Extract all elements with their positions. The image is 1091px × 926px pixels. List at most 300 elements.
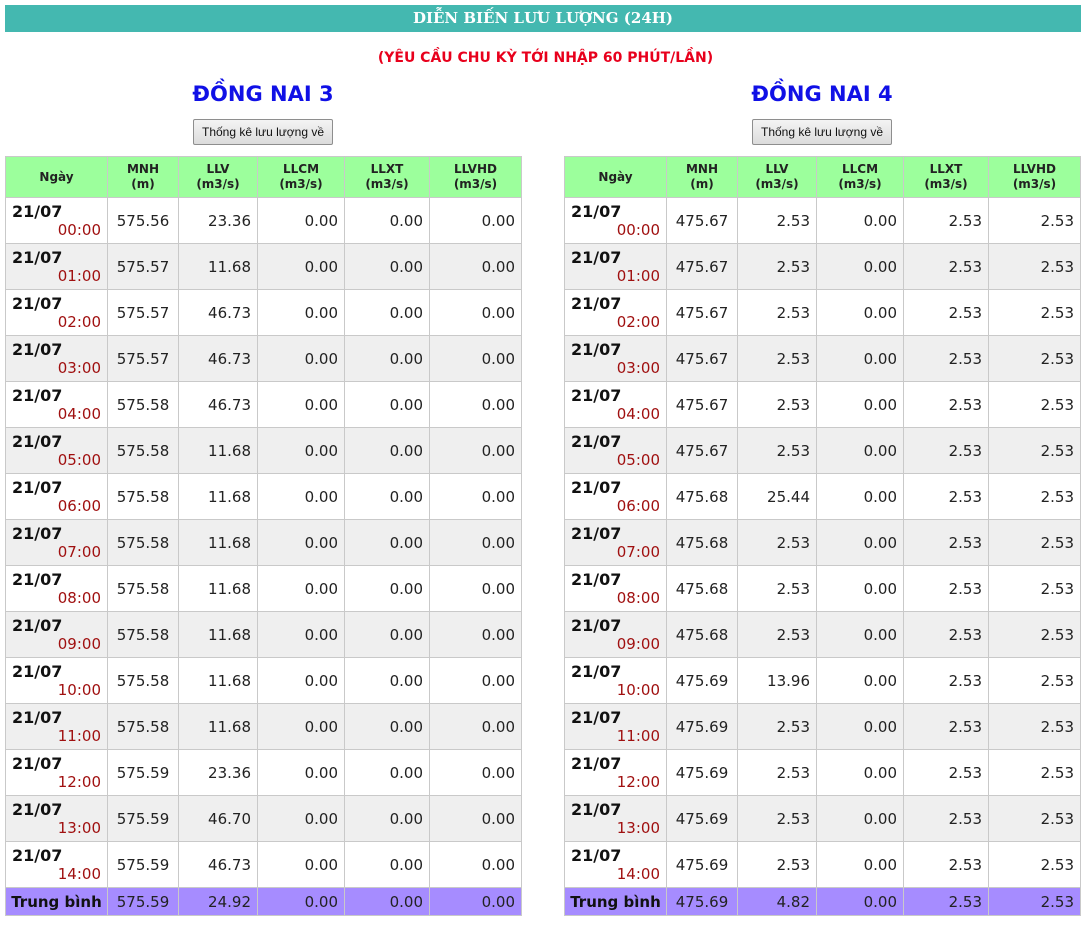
- date-cell: [565, 474, 667, 520]
- cell-llcm: 0.00: [258, 336, 345, 382]
- row-date: 21/07: [571, 570, 622, 589]
- cell-llv: 2.53: [738, 198, 817, 244]
- cell-mnh: 575.58: [108, 520, 179, 566]
- cell-llxt: 0.00: [345, 704, 430, 750]
- cell-llv: 2.53: [738, 842, 817, 888]
- row-date: 21/07: [12, 432, 63, 451]
- table-row: [565, 244, 1081, 290]
- cell-llcm: 0.00: [817, 382, 904, 428]
- date-cell: [565, 704, 667, 750]
- row-date: 21/07: [571, 248, 622, 267]
- page-banner-title: DIỄN BIẾN LƯU LƯỢNG (24H): [5, 5, 1081, 32]
- header-llcm: LLCM (m3/s): [817, 157, 904, 198]
- date-cell: [565, 428, 667, 474]
- cell-llvhd: 2.53: [989, 520, 1081, 566]
- cell-llcm: 0.00: [258, 474, 345, 520]
- date-cell: [565, 612, 667, 658]
- date-cell: [6, 244, 108, 290]
- cell-llv: 2.53: [738, 244, 817, 290]
- row-time: 10:00: [616, 681, 660, 699]
- cell-llcm: 0.00: [817, 612, 904, 658]
- table-row: [565, 566, 1081, 612]
- cell-llvhd: 2.53: [989, 704, 1081, 750]
- row-date: 21/07: [12, 386, 63, 405]
- average-llxt: 2.53: [904, 888, 989, 916]
- cell-llxt: 0.00: [345, 612, 430, 658]
- cell-llv: 2.53: [738, 566, 817, 612]
- header-llxt: LLXT (m3/s): [904, 157, 989, 198]
- table-row: [565, 612, 1081, 658]
- cell-llvhd: 0.00: [430, 750, 522, 796]
- table-row: [6, 290, 522, 336]
- row-date: 21/07: [571, 202, 622, 221]
- cell-mnh: 475.68: [667, 566, 738, 612]
- row-time: 07:00: [616, 543, 660, 561]
- row-date: 21/07: [12, 800, 63, 819]
- row-time: 09:00: [616, 635, 660, 653]
- cell-llcm: 0.00: [817, 428, 904, 474]
- table-row: [6, 842, 522, 888]
- cell-llv: 23.36: [179, 198, 258, 244]
- cell-llv: 46.73: [179, 842, 258, 888]
- date-cell: [6, 198, 108, 244]
- date-cell: [6, 566, 108, 612]
- header-mnh: MNH (m): [667, 157, 738, 198]
- cell-llvhd: 0.00: [430, 336, 522, 382]
- flow-table: [5, 156, 522, 916]
- cell-mnh: 475.67: [667, 336, 738, 382]
- row-time: 04:00: [616, 405, 660, 423]
- date-cell: [565, 842, 667, 888]
- row-time: 13:00: [616, 819, 660, 837]
- cell-mnh: 475.69: [667, 796, 738, 842]
- row-time: 08:00: [57, 589, 101, 607]
- date-cell: [6, 428, 108, 474]
- cell-llvhd: 0.00: [430, 704, 522, 750]
- cell-llcm: 0.00: [817, 750, 904, 796]
- cell-llv: 46.70: [179, 796, 258, 842]
- average-llv: 24.92: [179, 888, 258, 916]
- cell-llv: 2.53: [738, 382, 817, 428]
- row-time: 02:00: [57, 313, 101, 331]
- cell-llvhd: 0.00: [430, 520, 522, 566]
- cell-llv: 13.96: [738, 658, 817, 704]
- table-row: [6, 796, 522, 842]
- cell-mnh: 475.67: [667, 198, 738, 244]
- cell-mnh: 475.69: [667, 704, 738, 750]
- cell-llvhd: 2.53: [989, 474, 1081, 520]
- table-row: [6, 612, 522, 658]
- table-row: [565, 428, 1081, 474]
- cell-llxt: 0.00: [345, 520, 430, 566]
- row-date: 21/07: [571, 386, 622, 405]
- cell-llv: 11.68: [179, 704, 258, 750]
- table-header-row: [565, 157, 1081, 198]
- row-time: 03:00: [57, 359, 101, 377]
- cell-llxt: 0.00: [345, 244, 430, 290]
- cell-llcm: 0.00: [258, 244, 345, 290]
- station-title: ĐỒNG NAI 3: [192, 82, 334, 106]
- cell-llcm: 0.00: [817, 704, 904, 750]
- row-time: 09:00: [57, 635, 101, 653]
- row-date: 21/07: [12, 846, 63, 865]
- average-mnh: 475.69: [667, 888, 738, 916]
- cell-mnh: 575.59: [108, 796, 179, 842]
- cell-llxt: 0.00: [345, 566, 430, 612]
- cell-llvhd: 2.53: [989, 198, 1081, 244]
- cell-llvhd: 2.53: [989, 750, 1081, 796]
- date-cell: [565, 336, 667, 382]
- table-row: [6, 244, 522, 290]
- cell-llxt: 0.00: [345, 474, 430, 520]
- date-cell: [565, 750, 667, 796]
- cell-mnh: 475.68: [667, 520, 738, 566]
- cell-llv: 2.53: [738, 290, 817, 336]
- row-time: 03:00: [616, 359, 660, 377]
- cell-llxt: 0.00: [345, 198, 430, 244]
- cell-llvhd: 0.00: [430, 198, 522, 244]
- cell-llxt: 0.00: [345, 842, 430, 888]
- row-date: 21/07: [571, 340, 622, 359]
- row-time: 01:00: [57, 267, 101, 285]
- cell-mnh: 475.67: [667, 244, 738, 290]
- cell-llvhd: 0.00: [430, 658, 522, 704]
- date-cell: [6, 520, 108, 566]
- cell-llv: 2.53: [738, 796, 817, 842]
- cell-llv: 11.68: [179, 566, 258, 612]
- average-label: Trung bình: [565, 888, 667, 916]
- header-llcm: LLCM (m3/s): [258, 157, 345, 198]
- cell-llxt: 2.53: [904, 290, 989, 336]
- cell-llxt: 0.00: [345, 658, 430, 704]
- row-time: 06:00: [616, 497, 660, 515]
- cell-llvhd: 2.53: [989, 428, 1081, 474]
- date-cell: [565, 290, 667, 336]
- date-cell: [6, 750, 108, 796]
- row-date: 21/07: [12, 616, 63, 635]
- row-date: 21/07: [571, 432, 622, 451]
- row-date: 21/07: [12, 202, 63, 221]
- row-time: 05:00: [57, 451, 101, 469]
- row-time: 01:00: [616, 267, 660, 285]
- cell-mnh: 475.67: [667, 382, 738, 428]
- table-row: [6, 566, 522, 612]
- cell-llcm: 0.00: [258, 658, 345, 704]
- table-row: [565, 658, 1081, 704]
- cell-llvhd: 2.53: [989, 382, 1081, 428]
- cell-llcm: 0.00: [258, 796, 345, 842]
- date-cell: [6, 704, 108, 750]
- row-date: 21/07: [571, 708, 622, 727]
- table-row: [6, 658, 522, 704]
- table-row: [6, 520, 522, 566]
- cell-llv: 46.73: [179, 290, 258, 336]
- cell-llv: 11.68: [179, 520, 258, 566]
- date-cell: [565, 382, 667, 428]
- cell-mnh: 475.69: [667, 750, 738, 796]
- cell-llvhd: 2.53: [989, 566, 1081, 612]
- header-date: Ngày: [565, 157, 667, 198]
- cell-llxt: 2.53: [904, 382, 989, 428]
- table-row: [6, 704, 522, 750]
- cell-llxt: 2.53: [904, 842, 989, 888]
- row-date: 21/07: [571, 800, 622, 819]
- cell-llxt: 2.53: [904, 566, 989, 612]
- cell-llvhd: 0.00: [430, 382, 522, 428]
- cell-llcm: 0.00: [258, 704, 345, 750]
- cell-llxt: 2.53: [904, 428, 989, 474]
- row-date: 21/07: [12, 662, 63, 681]
- table-row: [6, 198, 522, 244]
- header-llvhd: LLVHD (m3/s): [989, 157, 1081, 198]
- cell-mnh: 575.59: [108, 842, 179, 888]
- header-llxt: LLXT (m3/s): [345, 157, 430, 198]
- table-row: [565, 842, 1081, 888]
- cell-llvhd: 2.53: [989, 244, 1081, 290]
- header-llv: LLV (m3/s): [179, 157, 258, 198]
- row-date: 21/07: [571, 294, 622, 313]
- cell-llvhd: 0.00: [430, 290, 522, 336]
- cell-mnh: 475.68: [667, 612, 738, 658]
- row-date: 21/07: [12, 708, 63, 727]
- row-date: 21/07: [571, 616, 622, 635]
- cell-llcm: 0.00: [817, 842, 904, 888]
- row-time: 04:00: [57, 405, 101, 423]
- table-row: [565, 198, 1081, 244]
- average-mnh: 575.59: [108, 888, 179, 916]
- row-time: 00:00: [616, 221, 660, 239]
- table-row: [565, 382, 1081, 428]
- cell-mnh: 475.68: [667, 474, 738, 520]
- row-time: 14:00: [57, 865, 101, 883]
- cell-llv: 2.53: [738, 336, 817, 382]
- date-cell: [6, 612, 108, 658]
- cell-llcm: 0.00: [817, 566, 904, 612]
- row-date: 21/07: [12, 754, 63, 773]
- cell-mnh: 575.58: [108, 658, 179, 704]
- row-time: 06:00: [57, 497, 101, 515]
- cell-llxt: 2.53: [904, 244, 989, 290]
- cell-llxt: 0.00: [345, 796, 430, 842]
- cell-llcm: 0.00: [258, 520, 345, 566]
- average-llvhd: 0.00: [430, 888, 522, 916]
- cell-llxt: 2.53: [904, 750, 989, 796]
- cell-llcm: 0.00: [258, 750, 345, 796]
- date-cell: [6, 658, 108, 704]
- cell-llv: 46.73: [179, 382, 258, 428]
- date-cell: [6, 842, 108, 888]
- row-time: 07:00: [57, 543, 101, 561]
- cell-llcm: 0.00: [817, 244, 904, 290]
- cell-mnh: 575.58: [108, 474, 179, 520]
- cell-llxt: 2.53: [904, 704, 989, 750]
- cell-llv: 46.73: [179, 336, 258, 382]
- cell-llvhd: 2.53: [989, 658, 1081, 704]
- cell-llvhd: 2.53: [989, 290, 1081, 336]
- table-row: [565, 520, 1081, 566]
- row-date: 21/07: [12, 294, 63, 313]
- header-llv: LLV (m3/s): [738, 157, 817, 198]
- row-date: 21/07: [12, 248, 63, 267]
- cell-llvhd: 0.00: [430, 612, 522, 658]
- cycle-requirement-notice: (YÊU CẦU CHU KỲ TỚI NHẬP 60 PHÚT/LẦN): [377, 50, 714, 66]
- average-llcm: 0.00: [258, 888, 345, 916]
- table-row: [6, 382, 522, 428]
- cell-llcm: 0.00: [817, 796, 904, 842]
- header-mnh: MNH (m): [108, 157, 179, 198]
- row-time: 02:00: [616, 313, 660, 331]
- cell-llv: 2.53: [738, 612, 817, 658]
- header-llvhd: LLVHD (m3/s): [430, 157, 522, 198]
- cell-llcm: 0.00: [817, 290, 904, 336]
- cell-mnh: 475.69: [667, 658, 738, 704]
- cell-llvhd: 0.00: [430, 244, 522, 290]
- cell-llxt: 2.53: [904, 474, 989, 520]
- header-date: Ngày: [6, 157, 108, 198]
- table-row: [6, 750, 522, 796]
- date-cell: [565, 244, 667, 290]
- cell-llcm: 0.00: [817, 336, 904, 382]
- cell-llcm: 0.00: [258, 842, 345, 888]
- cell-llv: 11.68: [179, 612, 258, 658]
- flow-statistics-button[interactable]: Thống kê lưu lượng về: [752, 119, 892, 145]
- station-title: ĐỒNG NAI 4: [751, 82, 893, 106]
- average-llxt: 0.00: [345, 888, 430, 916]
- table-header-row: [6, 157, 522, 198]
- row-time: 14:00: [616, 865, 660, 883]
- cell-llcm: 0.00: [258, 612, 345, 658]
- row-date: 21/07: [12, 570, 63, 589]
- cell-llv: 11.68: [179, 244, 258, 290]
- cell-llvhd: 0.00: [430, 796, 522, 842]
- cell-llxt: 2.53: [904, 198, 989, 244]
- cell-llv: 23.36: [179, 750, 258, 796]
- row-time: 12:00: [57, 773, 101, 791]
- cell-llvhd: 0.00: [430, 428, 522, 474]
- row-date: 21/07: [571, 478, 622, 497]
- cell-llxt: 0.00: [345, 290, 430, 336]
- cell-llv: 25.44: [738, 474, 817, 520]
- average-llv: 4.82: [738, 888, 817, 916]
- cell-llxt: 0.00: [345, 382, 430, 428]
- cell-llvhd: 2.53: [989, 336, 1081, 382]
- cell-mnh: 475.67: [667, 290, 738, 336]
- table-row: [565, 336, 1081, 382]
- average-label: Trung bình: [6, 888, 108, 916]
- cell-llxt: 0.00: [345, 428, 430, 474]
- cell-llxt: 2.53: [904, 658, 989, 704]
- cell-mnh: 575.58: [108, 382, 179, 428]
- cell-llxt: 2.53: [904, 520, 989, 566]
- row-date: 21/07: [12, 524, 63, 543]
- row-time: 13:00: [57, 819, 101, 837]
- date-cell: [565, 520, 667, 566]
- cell-llv: 2.53: [738, 704, 817, 750]
- cell-llvhd: 0.00: [430, 474, 522, 520]
- date-cell: [6, 290, 108, 336]
- cell-llxt: 2.53: [904, 796, 989, 842]
- row-date: 21/07: [571, 846, 622, 865]
- cell-llcm: 0.00: [817, 658, 904, 704]
- date-cell: [6, 382, 108, 428]
- table-row: [6, 474, 522, 520]
- cell-mnh: 575.58: [108, 428, 179, 474]
- cell-llxt: 0.00: [345, 336, 430, 382]
- cell-llvhd: 2.53: [989, 842, 1081, 888]
- cell-mnh: 575.57: [108, 336, 179, 382]
- row-date: 21/07: [571, 662, 622, 681]
- row-time: 05:00: [616, 451, 660, 469]
- flow-table: [564, 156, 1081, 916]
- cell-llvhd: 2.53: [989, 612, 1081, 658]
- cell-mnh: 575.58: [108, 704, 179, 750]
- row-time: 10:00: [57, 681, 101, 699]
- average-llvhd: 2.53: [989, 888, 1081, 916]
- average-llcm: 0.00: [817, 888, 904, 916]
- date-cell: [6, 796, 108, 842]
- row-date: 21/07: [571, 524, 622, 543]
- date-cell: [565, 566, 667, 612]
- table-row: [6, 428, 522, 474]
- cell-llcm: 0.00: [817, 520, 904, 566]
- cell-llxt: 0.00: [345, 750, 430, 796]
- date-cell: [565, 198, 667, 244]
- cell-llvhd: 0.00: [430, 566, 522, 612]
- date-cell: [565, 796, 667, 842]
- cell-llv: 11.68: [179, 428, 258, 474]
- cell-llvhd: 0.00: [430, 842, 522, 888]
- cell-mnh: 575.58: [108, 566, 179, 612]
- row-time: 00:00: [57, 221, 101, 239]
- date-cell: [565, 658, 667, 704]
- row-time: 11:00: [57, 727, 101, 745]
- cell-llcm: 0.00: [258, 382, 345, 428]
- table-row: [565, 290, 1081, 336]
- cell-mnh: 575.58: [108, 612, 179, 658]
- cell-llcm: 0.00: [258, 566, 345, 612]
- cell-llv: 2.53: [738, 750, 817, 796]
- cell-llv: 2.53: [738, 520, 817, 566]
- table-row: [565, 704, 1081, 750]
- cell-mnh: 475.69: [667, 842, 738, 888]
- average-row: [6, 888, 522, 916]
- cell-llv: 11.68: [179, 474, 258, 520]
- cell-mnh: 475.67: [667, 428, 738, 474]
- cell-llv: 11.68: [179, 658, 258, 704]
- cell-llcm: 0.00: [817, 198, 904, 244]
- cell-mnh: 575.57: [108, 244, 179, 290]
- table-row: [565, 474, 1081, 520]
- cell-mnh: 575.59: [108, 750, 179, 796]
- row-time: 12:00: [616, 773, 660, 791]
- cell-mnh: 575.57: [108, 290, 179, 336]
- cell-llcm: 0.00: [258, 428, 345, 474]
- cell-llv: 2.53: [738, 428, 817, 474]
- cell-llxt: 2.53: [904, 612, 989, 658]
- cell-llxt: 2.53: [904, 336, 989, 382]
- row-time: 11:00: [616, 727, 660, 745]
- cell-llcm: 0.00: [258, 290, 345, 336]
- flow-statistics-button[interactable]: Thống kê lưu lượng về: [193, 119, 333, 145]
- table-row: [565, 750, 1081, 796]
- date-cell: [6, 474, 108, 520]
- date-cell: [6, 336, 108, 382]
- row-date: 21/07: [571, 754, 622, 773]
- cell-llcm: 0.00: [817, 474, 904, 520]
- cell-llcm: 0.00: [258, 198, 345, 244]
- cell-llvhd: 2.53: [989, 796, 1081, 842]
- row-date: 21/07: [12, 478, 63, 497]
